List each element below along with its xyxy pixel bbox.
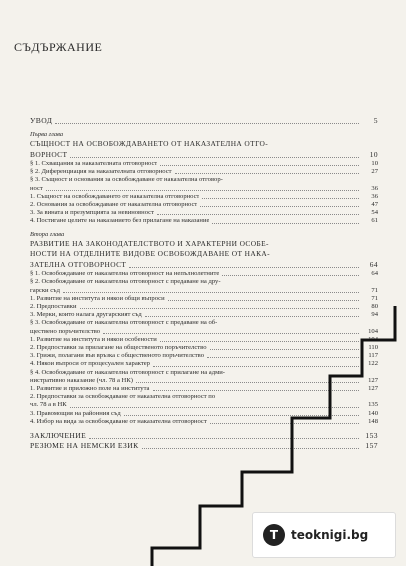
toc-entry-page: 117 [368, 352, 378, 360]
toc-entry [30, 270, 378, 278]
table-of-contents [30, 116, 378, 451]
leader-dots [124, 415, 359, 416]
toc-entry-title: 3. За вината и презумпцията за невиновност [30, 209, 154, 217]
leader-dots [157, 214, 359, 215]
toc-entry-title: гарски съд [30, 286, 60, 294]
toc-entry-title: 4. Избор на вида за освобождаване от наказателна отговорност [30, 417, 207, 425]
toc-entry [30, 287, 378, 295]
leader-dots [89, 438, 359, 439]
toc-entry-page: 80 [371, 302, 378, 310]
toc-entry [30, 193, 378, 201]
toc-entry [30, 344, 378, 352]
toc-entry [30, 303, 378, 311]
toc-conclusion-page: 153 [365, 430, 378, 440]
toc-conclusion [30, 431, 378, 441]
toc-summary-label: РЕЗЮМЕ НА НЕМСКИ ЕЗИК [30, 440, 139, 450]
leader-dots [160, 341, 359, 342]
toc-intro-label: УВОД [30, 116, 53, 125]
toc-entry-title: § 1. Схващания за наказателната отговорност [30, 160, 158, 167]
leader-dots [103, 333, 359, 334]
toc-entry-title: 1. Развитие на института и някои общи въпроси [30, 294, 165, 302]
leader-dots [175, 173, 360, 174]
toc-entry-page: 71 [371, 294, 378, 302]
part1-label: Първа глава [30, 131, 64, 138]
part1-title [30, 139, 378, 160]
toc-entry-title: 4. Някои въпроси от процесуален характер [30, 360, 150, 368]
part2-title-page: 64 [369, 259, 378, 269]
part2-title-line3-row [30, 260, 378, 271]
toc-entry-page: 135 [368, 401, 378, 409]
toc-entry-title: § 2. Диференциация на наказателната отговорност [30, 168, 172, 176]
toc-entry [30, 336, 378, 344]
toc-entry [30, 295, 378, 303]
toc-entry-page: 10 [371, 160, 378, 167]
toc-entry [30, 418, 378, 426]
toc-entry-title: § 3. Освобождаване от наказателна отговорност с предаване на об- [30, 319, 218, 327]
part1-title-page: 10 [369, 149, 378, 159]
toc-entry [30, 401, 378, 409]
toc-intro [30, 116, 378, 126]
toc-conclusion-label: ЗАКЛЮЧЕНИЕ [30, 430, 87, 440]
toc-entry-page: 104 [368, 335, 378, 343]
leader-dots [46, 190, 359, 191]
toc-entry-title: 3. Грижи, полагани във връзка с общественото поръчителство [30, 352, 205, 360]
toc-entry [30, 377, 378, 385]
toc-entry [30, 319, 378, 327]
leader-dots [210, 349, 360, 350]
toc-entry-title: § 1. Освобождаване от наказателна отговорност на непълнолетните [30, 270, 220, 278]
toc-entry [30, 185, 378, 193]
toc-entry-title: ност [30, 184, 43, 192]
leader-dots [160, 165, 359, 166]
leader-dots [210, 423, 359, 424]
leader-dots [63, 292, 359, 293]
part2-title [30, 239, 378, 271]
toc-entry-title: 1. Развитие на института и някои особености [30, 335, 157, 343]
toc-entry-title: 1. Същност на освобождаването от наказателна отговорност [30, 192, 200, 200]
toc-entry [30, 410, 378, 418]
toc-entry [30, 217, 378, 225]
toc-entry [30, 369, 378, 377]
toc-entry-page: 127 [368, 376, 378, 384]
toc-entry-title: 3. Правомощия на районния съд [30, 409, 121, 417]
toc-entry [30, 311, 378, 319]
toc-entry [30, 352, 378, 360]
leader-dots [212, 223, 359, 224]
toc-entry [30, 385, 378, 393]
part2-items [30, 270, 378, 426]
toc-entry-page: 27 [371, 168, 378, 176]
part1-title-line1: СЪЩНОСТ НА ОСВОБОЖДАВАНЕТО ОТ НАКАЗАТЕЛНА ОТГО- [30, 139, 269, 148]
leader-dots [202, 198, 359, 199]
leader-dots [145, 316, 359, 317]
toc-entry-page: 64 [371, 270, 378, 278]
toc-entry-title: 1. Развитие и приложно поле на института [30, 384, 150, 392]
toc-entry [30, 328, 378, 336]
toc-entry [30, 201, 378, 209]
leader-dots [136, 382, 359, 383]
part2-label: Втора глава [30, 230, 65, 238]
part1-title-line2-row [30, 150, 378, 161]
logo-text: teoknigi.bg [291, 528, 369, 542]
toc-entry-page: 140 [368, 409, 378, 417]
toc-entry-page: 110 [368, 343, 378, 351]
toc-entry-page: 122 [368, 360, 378, 368]
toc-heading: СЪДЪРЖАНИЕ [14, 40, 103, 54]
leader-dots [70, 157, 359, 158]
toc-intro-page: 5 [373, 116, 378, 125]
toc-entry-title: нистративно наказание (чл. 78 а НК) [30, 376, 133, 384]
leader-dots [207, 357, 359, 358]
leader-dots [55, 123, 359, 124]
toc-entry-title: § 4. Освобождаване от наказателна отговорност с прилагане на адми- [30, 368, 225, 376]
leader-dots [168, 300, 359, 301]
leader-dots [222, 275, 359, 276]
toc-entry-title: 2. Предпоставки [30, 302, 77, 310]
toc-entry-title: 2. Предпоставки за освобождаване от наказателна отговорност по [30, 393, 216, 401]
part1-title-line2: ВОРНОСТ [30, 149, 68, 159]
toc-entry-title: ществено поръчителство [30, 327, 101, 335]
toc-entry-title: 2. Предпоставки за прилагане на общественото поръчителство [30, 343, 207, 351]
toc-entry [30, 393, 378, 401]
toc-entry-page: 104 [368, 327, 378, 335]
toc-entry [30, 278, 378, 286]
book-logo-icon: Т [263, 524, 285, 546]
toc-entry-title: § 2. Освобождаване от наказателна отговорност с предаване на дру- [30, 278, 221, 286]
leader-dots [129, 267, 359, 268]
part2-title-line3: ЗАТЕЛНА ОТГОВОРНОСТ [30, 259, 127, 269]
toc-entry-page: 127 [368, 384, 378, 392]
toc-entry [30, 168, 378, 176]
part2-title-line2: НОСТИ НА ОТДЕЛНИТЕ ВИДОВЕ ОСВОБОЖДАВАНЕ ОТ НАКА- [30, 249, 271, 259]
toc-entry-page: 148 [368, 417, 378, 425]
toc-entry-title: 4. Постигане целите на наказанието без прилагане на наказание [30, 217, 210, 225]
toc-entry [30, 209, 378, 217]
toc-entry-page: 71 [371, 286, 378, 294]
toc-entry-page: 54 [371, 209, 378, 217]
toc-summary-page: 157 [365, 440, 378, 450]
toc-entry-page: 36 [371, 192, 378, 200]
toc-entry-title: 2. Основания за освобождаване от наказателна отговорност [30, 201, 198, 209]
toc-entry-page: 94 [371, 311, 378, 319]
leader-dots [142, 448, 359, 449]
toc-entry-page: 47 [371, 201, 378, 209]
toc-entry [30, 360, 378, 368]
leader-dots [70, 407, 359, 408]
site-logo-badge[interactable] [252, 512, 396, 558]
leader-dots [200, 206, 359, 207]
leader-dots [80, 308, 360, 309]
toc-entry-page: 36 [371, 184, 378, 192]
leader-dots [153, 366, 359, 367]
part2-title-line1: РАЗВИТИЕ НА ЗАКОНОДАТЕЛСТВОТО И ХАРАКТЕРНИ ОСОБЕ- [30, 238, 269, 248]
toc-entry [30, 160, 378, 168]
leader-dots [153, 390, 360, 391]
toc-entry-title: § 3. Същност и основания за освобождаване от наказателна отговор- [30, 176, 223, 184]
part1-items [30, 160, 378, 226]
toc-entry-title: 3. Мерки, които налага другарският съд [30, 311, 142, 319]
toc-entry [30, 176, 378, 184]
toc-entry-page: 61 [371, 217, 378, 225]
toc-summary [30, 441, 378, 451]
toc-entry-title: чл. 78 а в НК [30, 401, 67, 409]
